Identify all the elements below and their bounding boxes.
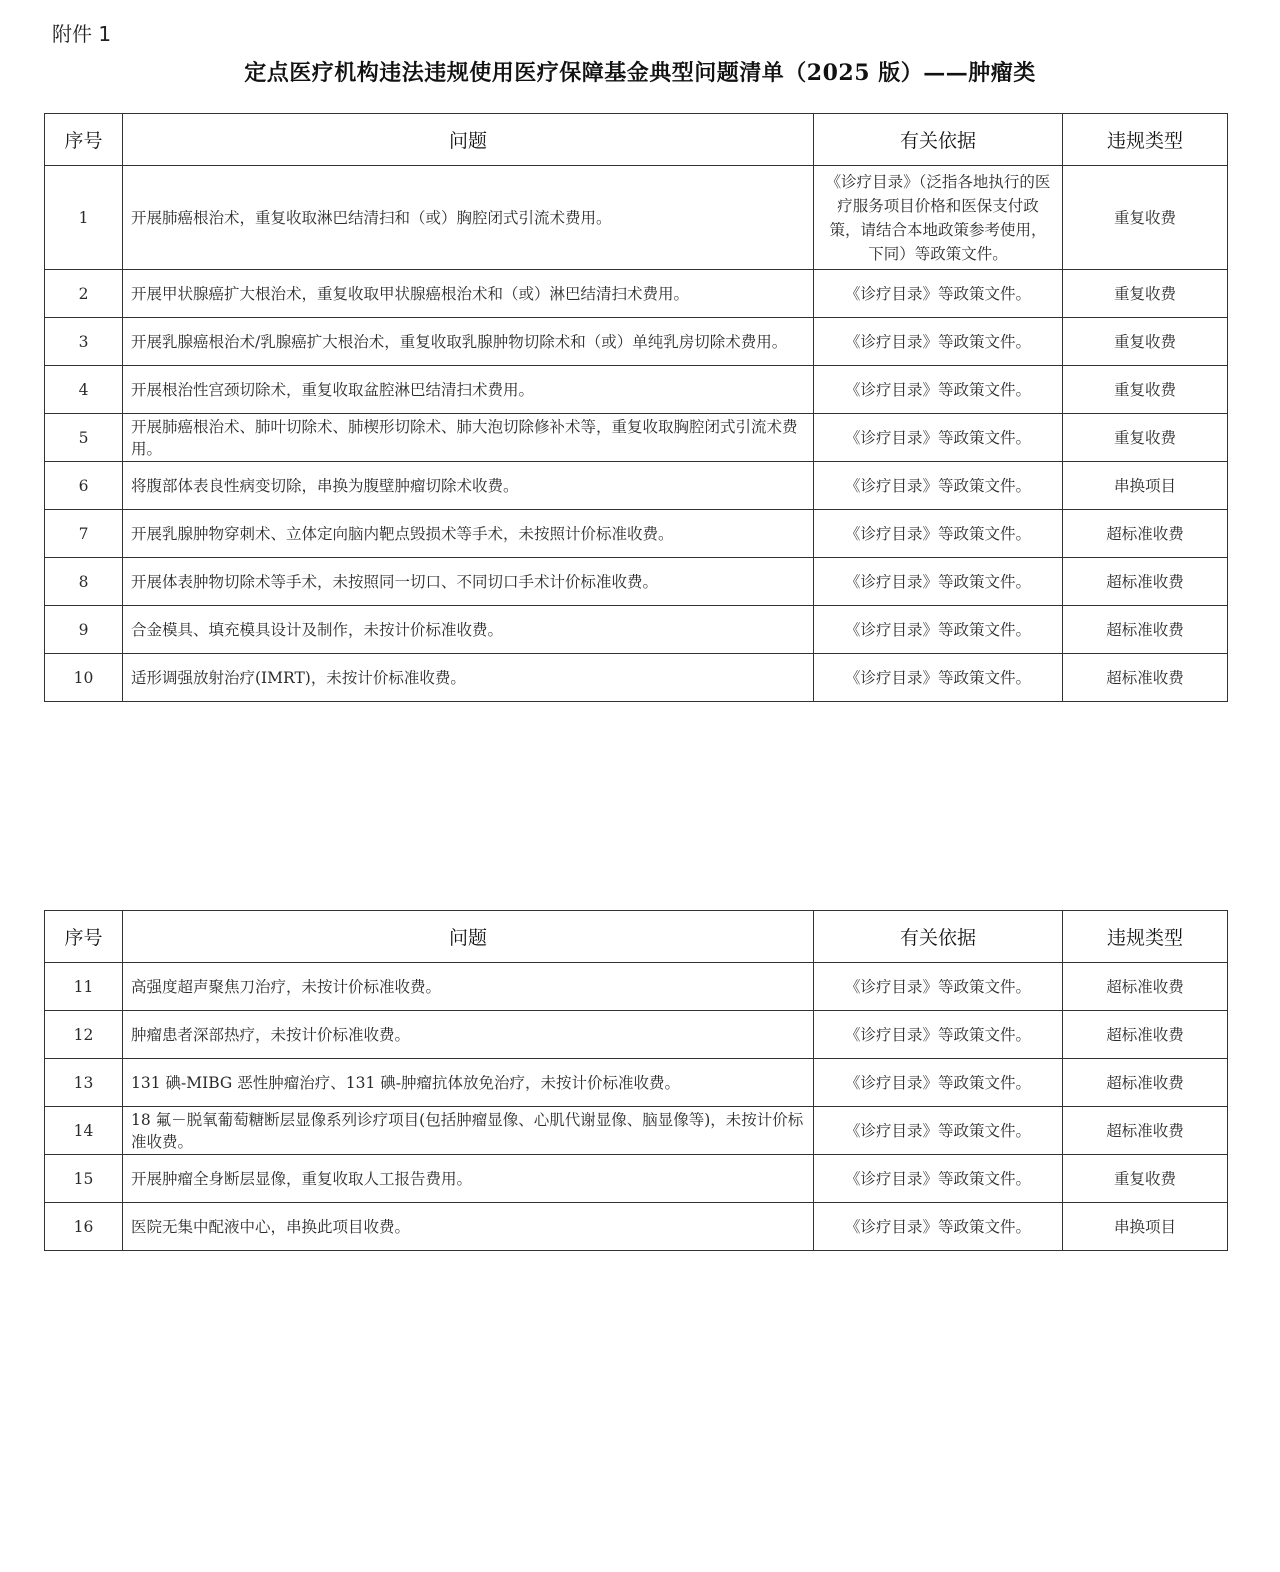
row-type: 超标准收费 — [1063, 963, 1228, 1011]
header-type: 违规类型 — [1063, 911, 1228, 963]
table-row — [45, 270, 1228, 318]
row-type: 串换项目 — [1063, 1203, 1228, 1251]
row-problem: 高强度超声聚焦刀治疗，未按计价标准收费。 — [123, 963, 814, 1011]
row-no: 10 — [45, 654, 123, 702]
table-row — [45, 1059, 1228, 1107]
row-problem: 将腹部体表良性病变切除，串换为腹壁肿瘤切除术收费。 — [123, 462, 814, 510]
table-row — [45, 462, 1228, 510]
row-problem: 开展肿瘤全身断层显像，重复收取人工报告费用。 — [123, 1155, 814, 1203]
row-type: 超标准收费 — [1063, 1107, 1228, 1155]
header-no: 序号 — [45, 114, 123, 166]
row-type: 重复收费 — [1063, 1155, 1228, 1203]
row-no: 4 — [45, 366, 123, 414]
row-basis: 《诊疗目录》等政策文件。 — [814, 270, 1063, 318]
row-problem: 开展甲状腺癌扩大根治术，重复收取甲状腺癌根治术和（或）淋巴结清扫术费用。 — [123, 270, 814, 318]
row-problem: 医院无集中配液中心，串换此项目收费。 — [123, 1203, 814, 1251]
row-problem: 开展根治性宫颈切除术，重复收取盆腔淋巴结清扫术费用。 — [123, 366, 814, 414]
row-no: 3 — [45, 318, 123, 366]
row-basis: 《诊疗目录》等政策文件。 — [814, 366, 1063, 414]
row-problem: 开展乳腺肿物穿刺术、立体定向脑内靶点毁损术等手术，未按照计价标准收费。 — [123, 510, 814, 558]
row-basis: 《诊疗目录》等政策文件。 — [814, 1155, 1063, 1203]
table-row — [45, 318, 1228, 366]
row-type: 重复收费 — [1063, 166, 1228, 270]
table-row — [45, 366, 1228, 414]
header-problem: 问题 — [123, 114, 814, 166]
row-no: 13 — [45, 1059, 123, 1107]
table-row — [45, 606, 1228, 654]
table-row — [45, 1107, 1228, 1155]
table-row — [45, 166, 1228, 270]
table-row — [45, 558, 1228, 606]
row-basis: 《诊疗目录》等政策文件。 — [814, 1203, 1063, 1251]
row-basis: 《诊疗目录》等政策文件。 — [814, 414, 1063, 462]
row-no: 2 — [45, 270, 123, 318]
row-no: 11 — [45, 963, 123, 1011]
table-row — [45, 414, 1228, 462]
row-basis: 《诊疗目录》等政策文件。 — [814, 1011, 1063, 1059]
row-type: 重复收费 — [1063, 366, 1228, 414]
row-no: 7 — [45, 510, 123, 558]
row-no: 16 — [45, 1203, 123, 1251]
row-type: 超标准收费 — [1063, 1059, 1228, 1107]
issue-table-2 — [44, 910, 1228, 1251]
row-problem: 131 碘-MIBG 恶性肿瘤治疗、131 碘-肿瘤抗体放免治疗，未按计价标准收费。 — [123, 1059, 814, 1107]
table-row — [45, 510, 1228, 558]
row-basis: 《诊疗目录》等政策文件。 — [814, 510, 1063, 558]
row-type: 超标准收费 — [1063, 558, 1228, 606]
row-basis: 《诊疗目录》等政策文件。 — [814, 606, 1063, 654]
row-basis: 《诊疗目录》等政策文件。 — [814, 1059, 1063, 1107]
header-type: 违规类型 — [1063, 114, 1228, 166]
table-row — [45, 1155, 1228, 1203]
document-title: 定点医疗机构违法违规使用医疗保障基金典型问题清单（2025 版）——肿瘤类 — [244, 60, 1036, 86]
row-type: 重复收费 — [1063, 270, 1228, 318]
row-basis: 《诊疗目录》等政策文件。 — [814, 1107, 1063, 1155]
row-no: 12 — [45, 1011, 123, 1059]
row-problem: 18 氟－脱氧葡萄糖断层显像系列诊疗项目(包括肿瘤显像、心肌代谢显像、脑显像等)，未按计价标准收费。 — [123, 1107, 814, 1155]
row-no: 5 — [45, 414, 123, 462]
row-problem: 开展乳腺癌根治术/乳腺癌扩大根治术，重复收取乳腺肿物切除术和（或）单纯乳房切除术费用。 — [123, 318, 814, 366]
issue-table-1 — [44, 113, 1228, 702]
row-basis: 《诊疗目录》（泛指各地执行的医疗服务项目价格和医保支付政策，请结合本地政策参考使用，下同）等政策文件。 — [814, 166, 1063, 270]
row-basis: 《诊疗目录》等政策文件。 — [814, 318, 1063, 366]
row-type: 超标准收费 — [1063, 654, 1228, 702]
row-no: 14 — [45, 1107, 123, 1155]
row-type: 重复收费 — [1063, 318, 1228, 366]
row-problem: 肿瘤患者深部热疗，未按计价标准收费。 — [123, 1011, 814, 1059]
row-basis: 《诊疗目录》等政策文件。 — [814, 654, 1063, 702]
table-row — [45, 963, 1228, 1011]
row-type: 超标准收费 — [1063, 1011, 1228, 1059]
table-row — [45, 654, 1228, 702]
row-type: 串换项目 — [1063, 462, 1228, 510]
attachment-label: 附件 1 — [52, 22, 112, 46]
table-row — [45, 1203, 1228, 1251]
row-problem: 开展肺癌根治术、肺叶切除术、肺楔形切除术、肺大泡切除修补术等，重复收取胸腔闭式引流术费用。 — [123, 414, 814, 462]
table-row — [45, 1011, 1228, 1059]
table-header-row — [45, 911, 1228, 963]
table-header-row — [45, 114, 1228, 166]
header-no: 序号 — [45, 911, 123, 963]
row-problem: 合金模具、填充模具设计及制作，未按计价标准收费。 — [123, 606, 814, 654]
row-type: 超标准收费 — [1063, 606, 1228, 654]
row-no: 1 — [45, 166, 123, 270]
row-basis: 《诊疗目录》等政策文件。 — [814, 558, 1063, 606]
row-no: 8 — [45, 558, 123, 606]
row-type: 超标准收费 — [1063, 510, 1228, 558]
row-problem: 开展体表肿物切除术等手术，未按照同一切口、不同切口手术计价标准收费。 — [123, 558, 814, 606]
row-no: 9 — [45, 606, 123, 654]
row-type: 重复收费 — [1063, 414, 1228, 462]
header-basis: 有关依据 — [814, 911, 1063, 963]
row-problem: 适形调强放射治疗(IMRT)，未按计价标准收费。 — [123, 654, 814, 702]
row-no: 6 — [45, 462, 123, 510]
row-basis: 《诊疗目录》等政策文件。 — [814, 462, 1063, 510]
row-problem: 开展肺癌根治术，重复收取淋巴结清扫和（或）胸腔闭式引流术费用。 — [123, 166, 814, 270]
row-no: 15 — [45, 1155, 123, 1203]
header-problem: 问题 — [123, 911, 814, 963]
header-basis: 有关依据 — [814, 114, 1063, 166]
row-basis: 《诊疗目录》等政策文件。 — [814, 963, 1063, 1011]
